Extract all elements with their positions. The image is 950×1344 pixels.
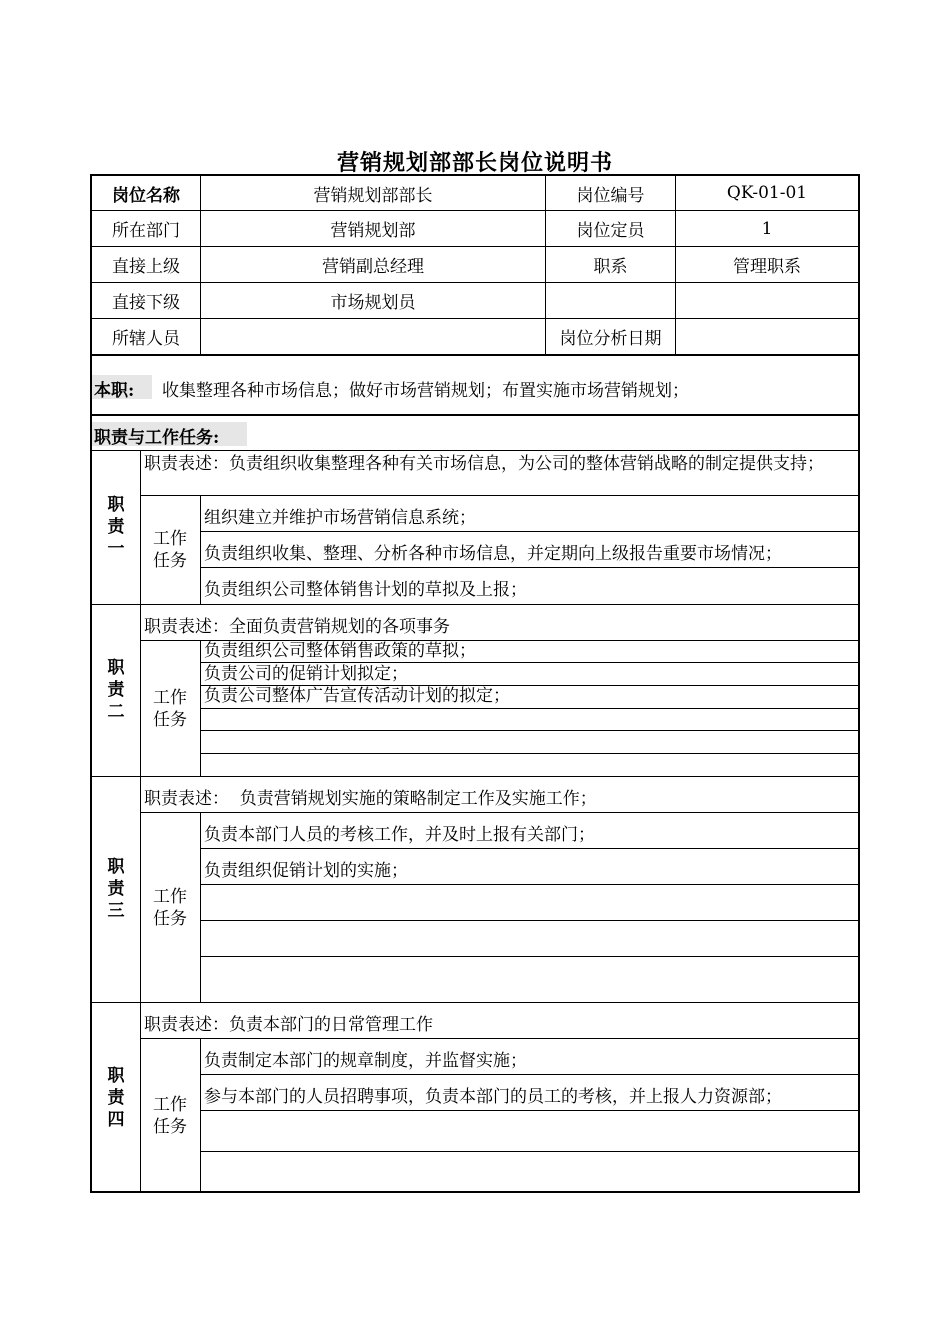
duty-1-label: 职 责 一 bbox=[107, 495, 125, 559]
task-row-divider bbox=[200, 848, 860, 849]
task-label-divider bbox=[200, 1038, 201, 1193]
task-row-divider bbox=[200, 531, 860, 532]
task-label-divider bbox=[200, 495, 201, 604]
duty-3-task: 负责组织促销计划的实施； bbox=[204, 861, 408, 881]
task-row-divider bbox=[200, 1151, 860, 1152]
task-row-divider bbox=[200, 956, 860, 957]
position-code-label: 岗位编号 bbox=[576, 185, 645, 206]
duty-3-label: 职 责 三 bbox=[107, 857, 125, 921]
department-label: 所在部门 bbox=[112, 221, 180, 241]
task-row-divider bbox=[200, 708, 860, 709]
main-duty-label: 本职: bbox=[94, 381, 135, 401]
duty-2-task: 负责公司整体广告宣传活动计划的拟定； bbox=[204, 686, 510, 706]
duty-4-statement: 职责表述：负责本部门的日常管理工作 bbox=[144, 1015, 433, 1035]
analysis-date-value bbox=[676, 319, 858, 354]
empty-label bbox=[546, 283, 675, 318]
task-row-divider bbox=[200, 1110, 860, 1111]
duty-label-divider bbox=[140, 450, 141, 1193]
statement-divider bbox=[140, 812, 860, 813]
staff-label: 所辖人员 bbox=[112, 329, 180, 349]
duty-1-task: 组织建立并维护市场营销信息系统； bbox=[204, 508, 476, 528]
duty-2-task: 负责组织公司整体销售政策的草拟； bbox=[204, 641, 476, 661]
subordinate-value: 市场规划员 bbox=[330, 293, 416, 313]
superior-value: 营销副总经理 bbox=[322, 257, 424, 277]
task-label-divider bbox=[200, 812, 201, 1002]
task-row-divider bbox=[200, 884, 860, 885]
task-row-divider bbox=[200, 662, 860, 663]
statement-divider bbox=[140, 495, 860, 496]
task-row-divider bbox=[200, 567, 860, 568]
duty-2-label: 职 责 二 bbox=[107, 658, 125, 722]
position-name-value: 营销规划部部长 bbox=[313, 185, 433, 206]
task-row-divider bbox=[200, 730, 860, 731]
document-title: 营销规划部部长岗位说明书 bbox=[336, 150, 613, 176]
section-divider bbox=[90, 450, 860, 451]
duty-4-task: 负责制定本部门的规章制度，并监督实施； bbox=[204, 1051, 527, 1071]
staff-value bbox=[201, 319, 545, 354]
statement-divider bbox=[140, 1038, 860, 1039]
main-duty-text: 收集整理各种市场信息；做好市场营销规划；布置实施市场营销规划； bbox=[162, 381, 689, 401]
duty-4-label: 职 责 四 bbox=[107, 1066, 125, 1130]
duty-3-task-label: 工作 任务 bbox=[153, 887, 187, 929]
section-divider bbox=[90, 354, 860, 356]
duty-2-statement: 职责表述：全面负责营销规划的各项事务 bbox=[144, 617, 450, 637]
department-value: 营销规划部 bbox=[330, 221, 416, 241]
task-row-divider bbox=[200, 1074, 860, 1075]
duty-1-task: 负责组织收集、整理、分析各种市场信息，并定期向上级报告重要市场情况； bbox=[204, 544, 782, 564]
section-divider bbox=[90, 414, 860, 416]
duty-1-statement: 职责表述：负责组织收集整理各种有关市场信息，为公司的整体营销战略的制定提供支持； bbox=[144, 454, 824, 474]
superior-label: 直接上级 bbox=[112, 257, 180, 277]
headcount-value: 1 bbox=[761, 218, 773, 239]
duty-1-task: 负责组织公司整体销售计划的草拟及上报； bbox=[204, 580, 527, 600]
duty-block-divider bbox=[90, 604, 860, 605]
duty-block-divider bbox=[90, 1002, 860, 1003]
duty-3-statement: 职责表述： 负责营销规划实施的策略制定工作及实施工作； bbox=[144, 789, 597, 809]
job-family-value: 管理职系 bbox=[733, 257, 801, 277]
headcount-label: 岗位定员 bbox=[576, 221, 645, 241]
duty-4-task-label: 工作 任务 bbox=[153, 1095, 187, 1137]
job-family-label: 职系 bbox=[593, 257, 628, 277]
empty-value bbox=[676, 283, 858, 318]
duty-4-task: 参与本部门的人员招聘事项，负责本部门的员工的考核，并上报人力资源部； bbox=[204, 1087, 782, 1107]
position-name-label: 岗位名称 bbox=[112, 185, 180, 206]
duty-3-task: 负责本部门人员的考核工作，并及时上报有关部门； bbox=[204, 825, 595, 845]
section-label: 职责与工作任务: bbox=[94, 428, 220, 448]
duty-2-task-label: 工作 任务 bbox=[153, 688, 187, 730]
duty-block-divider bbox=[90, 776, 860, 777]
analysis-date-label: 岗位分析日期 bbox=[559, 329, 662, 349]
task-row-divider bbox=[200, 753, 860, 754]
subordinate-label: 直接下级 bbox=[112, 293, 180, 313]
duty-2-task: 负责公司的促销计划拟定； bbox=[204, 664, 408, 684]
position-code-value: QK-01-01 bbox=[726, 183, 808, 203]
task-row-divider bbox=[200, 920, 860, 921]
duty-1-task-label: 工作 任务 bbox=[153, 529, 187, 571]
